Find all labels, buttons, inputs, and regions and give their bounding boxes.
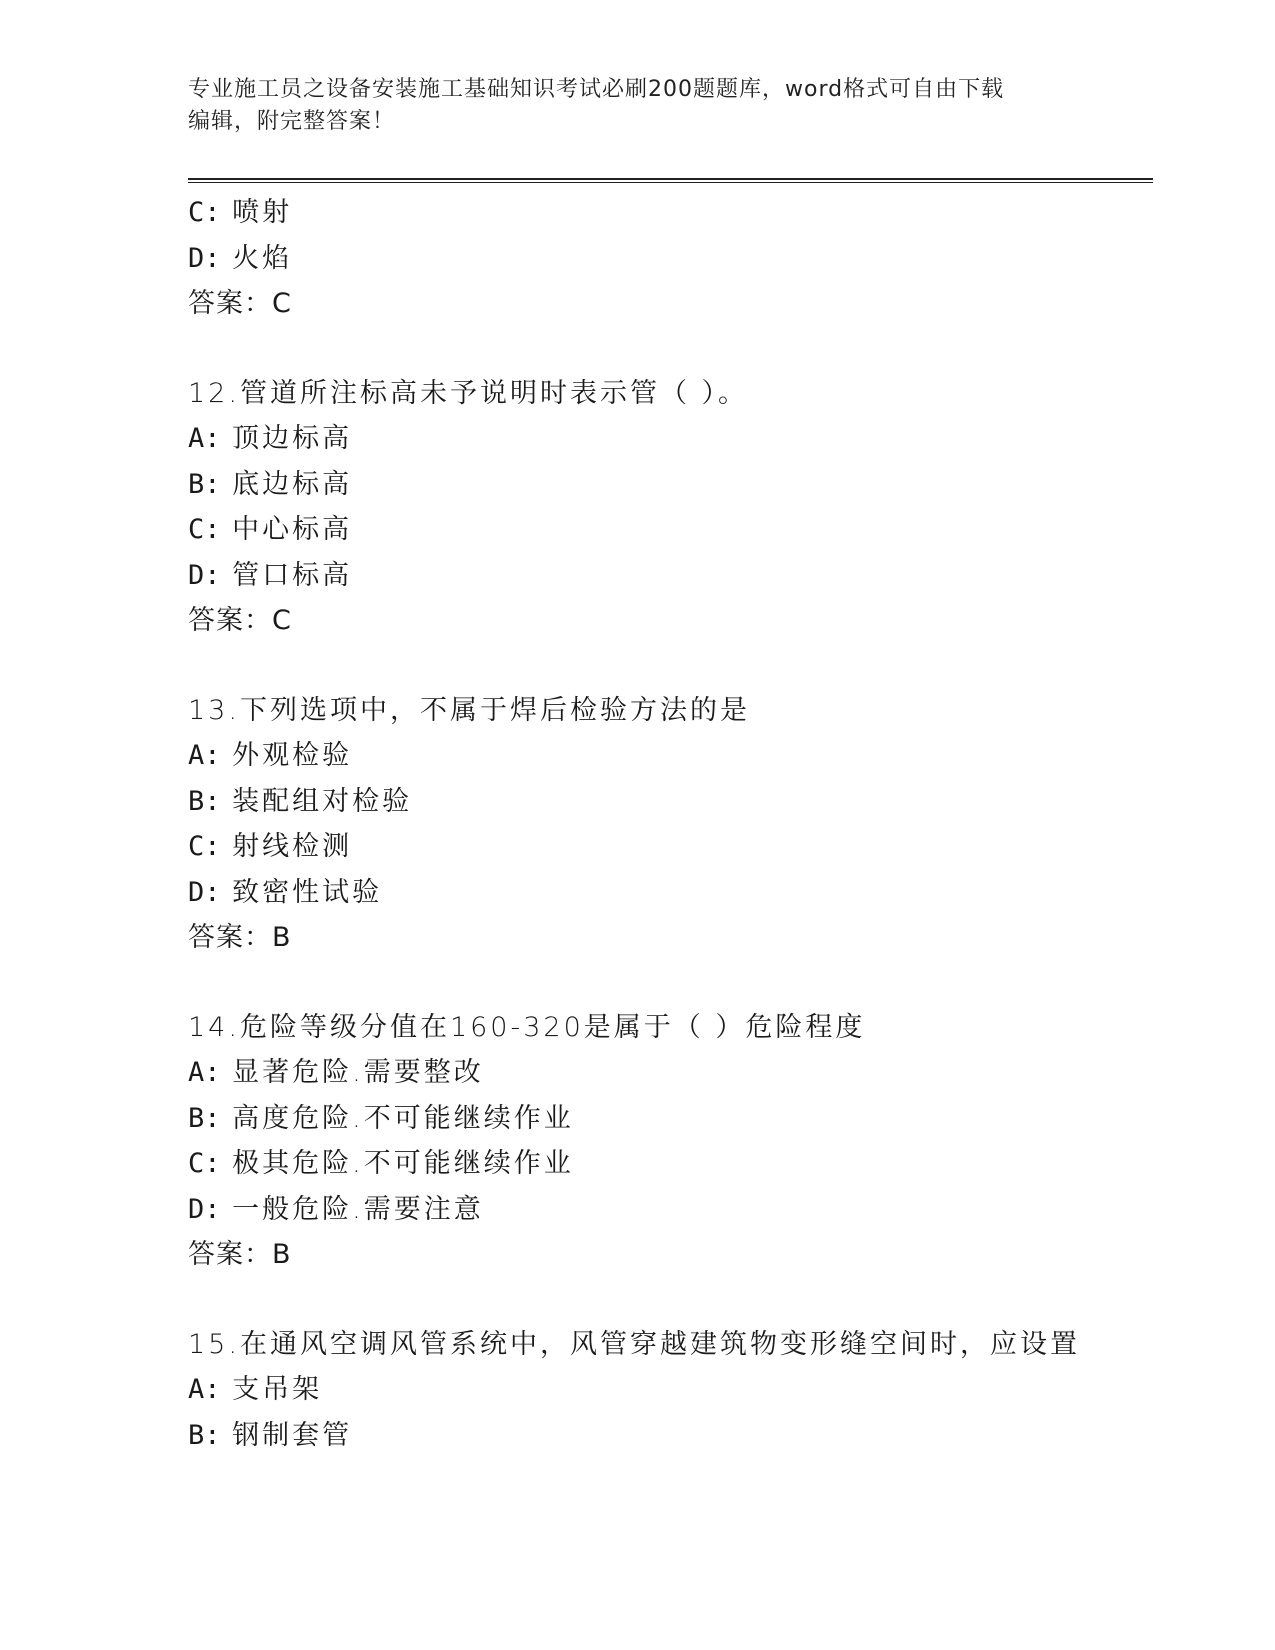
option-d [188,236,1148,282]
option-key: C: [188,1148,221,1179]
option-b [188,462,1148,508]
option-d [188,1187,1148,1233]
question-stem: 15.在通风空调风管系统中，风管穿越建筑物变形缝空间时，应设置 [188,1328,1080,1360]
option-b [188,1096,1148,1142]
option-text: 底边标高 [232,468,353,500]
option-c [188,824,1148,870]
option-d [188,553,1148,599]
option-key: B: [188,468,221,500]
option-key: B: [188,785,221,817]
option-text: 顶边标高 [232,423,353,454]
option-text: 显著危险.需要整改 [232,1057,484,1088]
option-text: 支吊架 [232,1374,323,1405]
option-b [188,779,1148,825]
option-text: 中心标高 [232,514,353,545]
option-text: 外观检验 [232,740,353,771]
option-key: D: [188,559,221,591]
option-a [188,733,1148,779]
option-text: 喷射 [232,197,293,228]
option-text: 装配组对检验 [232,785,413,817]
header-divider [188,178,1153,183]
option-text: 管口标高 [232,559,353,591]
question-stem: 12.管道所注标高未予说明时表示管（ ）。 [188,377,749,409]
option-key: D: [188,1193,221,1225]
question-list [188,190,1148,1458]
question-continued [188,190,1148,327]
question-stem: 13.下列选项中，不属于焊后检验方法的是 [188,694,750,726]
answer-line: 答案：B [188,1239,292,1270]
option-a [188,416,1148,462]
option-text: 致密性试验 [232,876,383,908]
option-text: 一般危险.需要注意 [232,1193,484,1225]
question-15 [188,1322,1148,1459]
header-title-line-1: 专业施工员之设备安装施工基础知识考试必刷200题题库，word格式可自由下载 [188,77,1005,102]
answer-line: 答案：B [188,922,292,953]
option-key: C: [188,831,221,862]
option-text: 高度危险.不可能继续作业 [232,1102,574,1134]
option-key: A: [188,1374,221,1405]
option-key: C: [188,514,221,545]
question-12 [188,371,1148,644]
option-a [188,1050,1148,1096]
question-stem: 14.危险等级分值在160-320是属于（ ）危险程度 [188,1011,866,1043]
answer-line: 答案：C [188,288,292,319]
option-key: B: [188,1419,221,1451]
option-text: 极其危险.不可能继续作业 [232,1148,574,1179]
option-key: A: [188,740,221,771]
option-c [188,190,1148,236]
option-key: B: [188,1102,221,1134]
header-title-line-2: 编辑，附完整答案！ [188,109,396,134]
option-key: D: [188,876,221,908]
option-text: 火焰 [232,242,293,274]
option-b [188,1413,1148,1459]
question-13 [188,688,1148,961]
option-c [188,507,1148,553]
option-text: 钢制套管 [232,1419,353,1451]
option-c [188,1141,1148,1187]
option-a [188,1367,1148,1413]
answer-line: 答案：C [188,605,292,636]
document-header [188,74,1088,138]
option-d [188,870,1148,916]
option-key: A: [188,423,221,454]
option-text: 射线检测 [232,831,353,862]
option-key: A: [188,1057,221,1088]
question-14 [188,1005,1148,1278]
option-key: D: [188,242,221,274]
option-key: C: [188,197,221,228]
